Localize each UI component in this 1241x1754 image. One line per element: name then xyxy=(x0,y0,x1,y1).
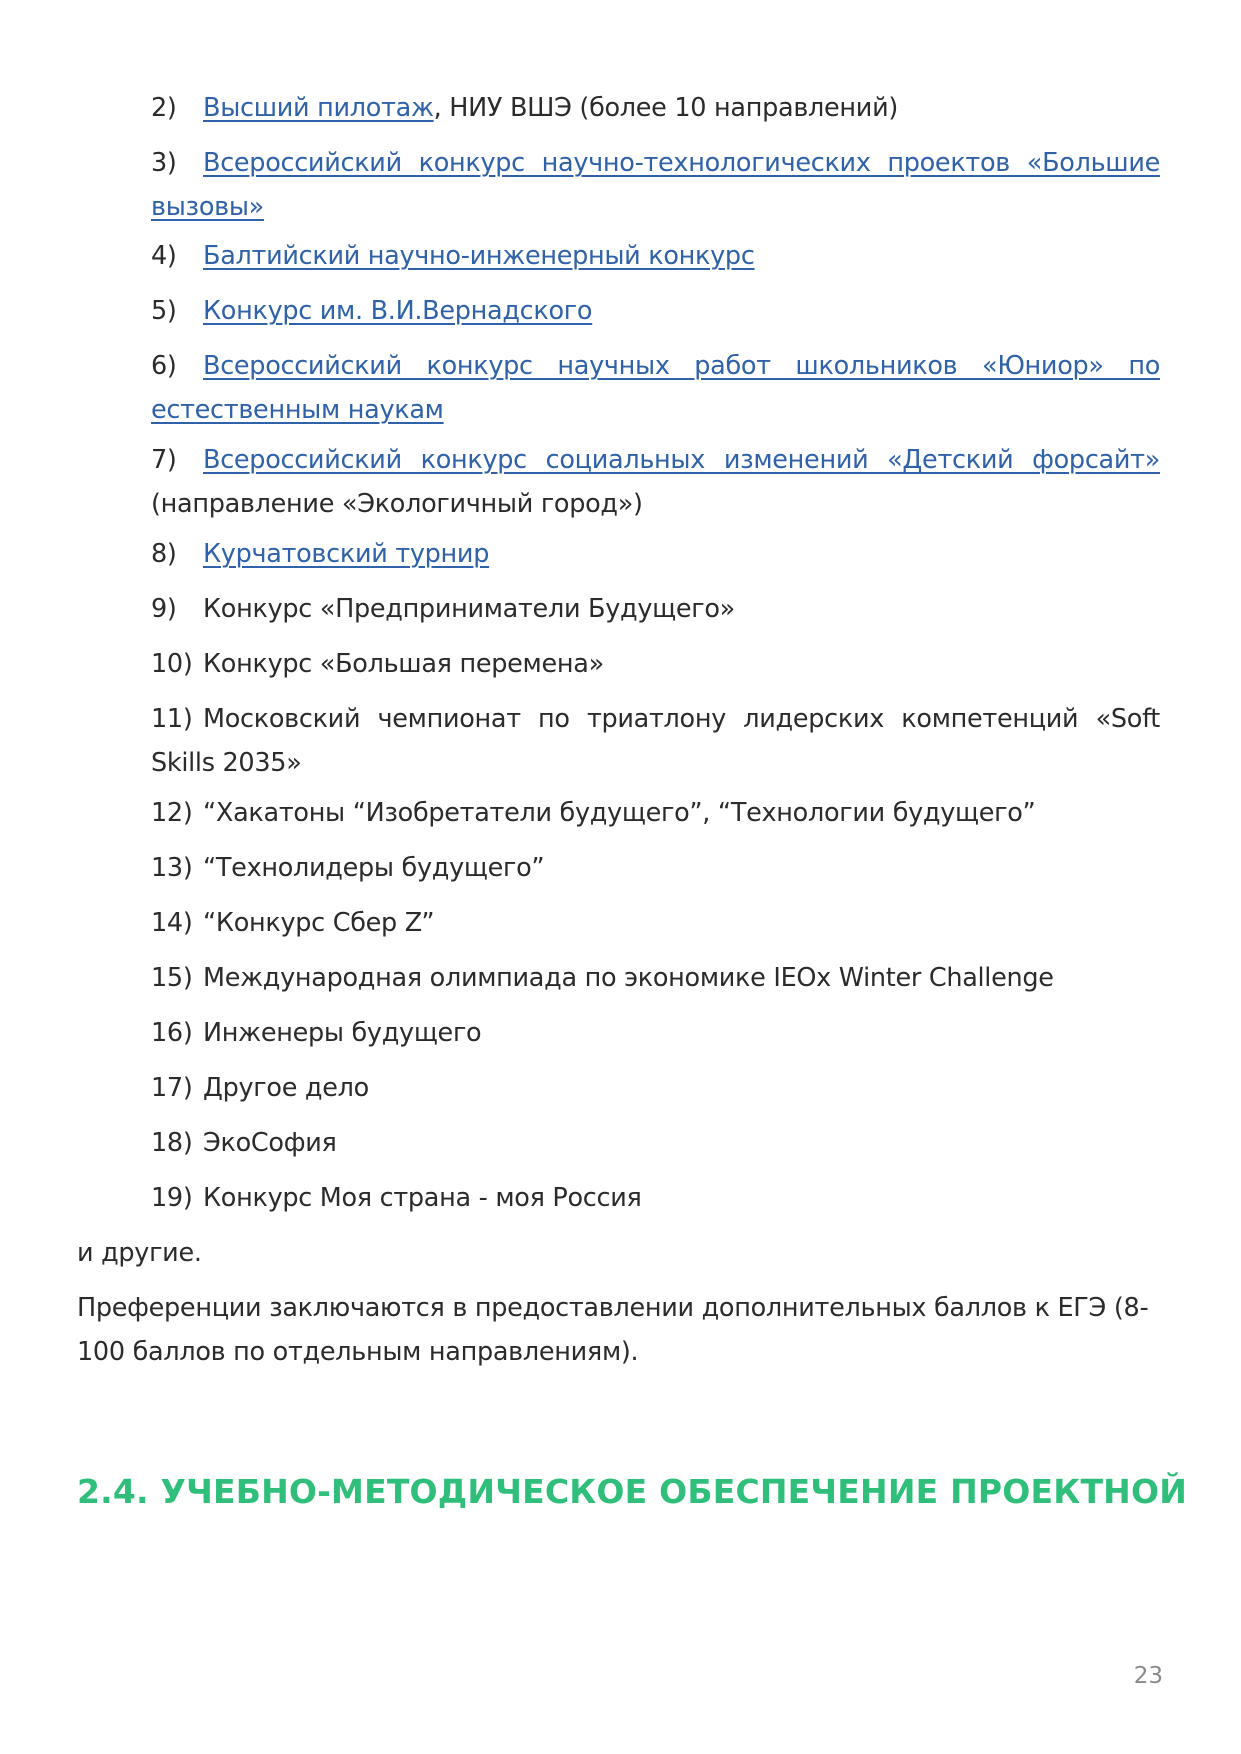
preferences-paragraph: Преференции заключаются в предоставлении дополнительных баллов к ЕГЭ (8-100 баллов по отдельным направлениям). xyxy=(77,1293,1149,1367)
list-item-text: Конкурс Моя страна - моя Россия xyxy=(203,1183,642,1213)
list-item-number: 7) xyxy=(151,445,177,475)
detskiy-forsayt-link[interactable]: Всероссийский конкурс социальных изменений «Детский форсайт» xyxy=(203,445,1160,475)
list-item-text: (направление «Экологичный город») xyxy=(151,489,643,519)
list-item-text: Международная олимпиада по экономике IEOx Winter Challenge xyxy=(203,963,1054,993)
list-item xyxy=(151,1121,1160,1165)
vysshiy-pilotazh-link[interactable]: Высший пилотаж xyxy=(203,93,434,123)
list-item xyxy=(151,1011,1160,1055)
list-item-text: “Хакатоны “Изобретатели будущего”, “Технологии будущего” xyxy=(203,798,1036,828)
list-item xyxy=(151,234,1160,278)
list-item xyxy=(151,289,1160,333)
list-item-number: 6) xyxy=(151,351,177,381)
list-item xyxy=(151,697,1160,785)
list-item-text: “Конкурс Сбер Z” xyxy=(203,908,435,938)
list-item-text: Инженеры будущего xyxy=(203,1018,482,1048)
list-item-text: Московский чемпионат по триатлону лидерских компетенций «Soft Skills 2035» xyxy=(151,704,1160,778)
list-item xyxy=(151,141,1160,229)
list-item xyxy=(151,86,1160,130)
list-item-text: Конкурс «Предприниматели Будущего» xyxy=(203,594,735,624)
list-item-text: , НИУ ВШЭ (более 10 направлений) xyxy=(433,93,898,123)
list-item-number: 2) xyxy=(151,93,177,123)
list-item-number: 16) xyxy=(151,1018,193,1048)
list-item-text: Конкурс «Большая перемена» xyxy=(203,649,604,679)
list-item xyxy=(151,846,1160,890)
list-item-text: Другое дело xyxy=(203,1073,369,1103)
list-item-number: 3) xyxy=(151,148,177,178)
list-item-text: “Технолидеры будущего” xyxy=(203,853,545,883)
list-item-number: 18) xyxy=(151,1128,193,1158)
page-number: 23 xyxy=(1133,1663,1163,1689)
list-item-number: 19) xyxy=(151,1183,193,1213)
list-item-number: 11) xyxy=(151,704,193,734)
list-item-number: 15) xyxy=(151,963,193,993)
list-item-number: 17) xyxy=(151,1073,193,1103)
list-item-text: ЭкоСофия xyxy=(203,1128,337,1158)
list-item-number: 10) xyxy=(151,649,193,679)
list-item xyxy=(151,1176,1160,1220)
kurchatov-tournament-link[interactable]: Курчатовский турнир xyxy=(203,539,490,569)
list-item-number: 4) xyxy=(151,241,177,271)
baltic-contest-link[interactable]: Балтийский научно-инженерный конкурс xyxy=(203,241,755,271)
list-item-number: 14) xyxy=(151,908,193,938)
list-item-number: 9) xyxy=(151,594,177,624)
list-item-number: 5) xyxy=(151,296,177,326)
vernadsky-contest-link[interactable]: Конкурс им. В.И.Вернадского xyxy=(203,296,593,326)
and-others-text: и другие. xyxy=(77,1238,202,1268)
list-item xyxy=(151,901,1160,945)
list-item xyxy=(151,532,1160,576)
list-item xyxy=(151,642,1160,686)
list-item-number: 13) xyxy=(151,853,193,883)
list-item xyxy=(151,791,1160,835)
list-item-number: 8) xyxy=(151,539,177,569)
bolshie-vyzovy-link[interactable]: Всероссийский конкурс научно-технологических проектов «Большие вызовы» xyxy=(151,148,1160,222)
junior-contest-link[interactable]: Всероссийский конкурс научных работ школьников «Юниор» по естественным наукам xyxy=(151,351,1160,425)
list-item xyxy=(151,438,1160,526)
list-item-number: 12) xyxy=(151,798,193,828)
list-item xyxy=(151,587,1160,631)
list-item xyxy=(151,344,1160,432)
list-item xyxy=(151,1066,1160,1110)
section-heading: 2.4. УЧЕБНО-МЕТОДИЧЕСКОЕ ОБЕСПЕЧЕНИЕ ПРОЕКТНОЙ xyxy=(77,1472,1188,1511)
list-item xyxy=(151,956,1160,1000)
